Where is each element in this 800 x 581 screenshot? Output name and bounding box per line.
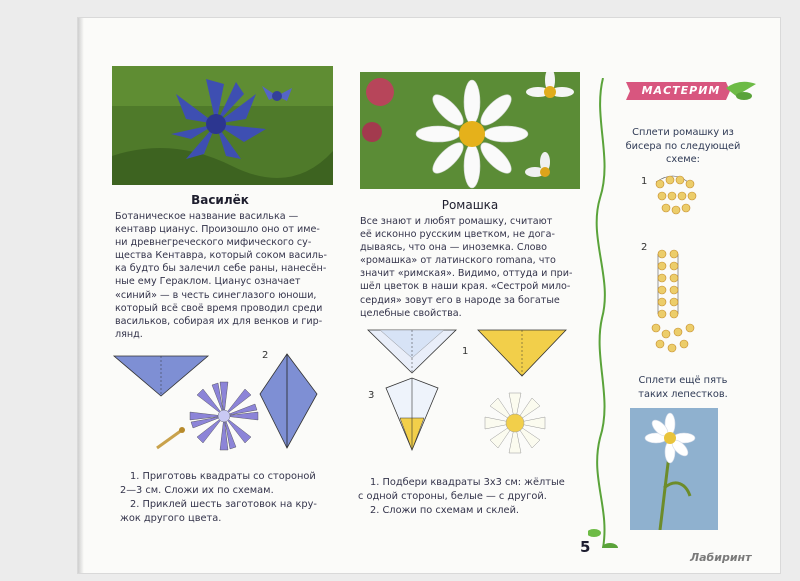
diagram-label: 3 [368,390,375,401]
text-line: Все знают и любят ромашку, считают [360,216,553,227]
text-line: таких лепестков. [638,388,728,400]
text-line: ка будто бы залечил себе раны, нанесён- [115,263,327,275]
text-line: Сплети ещё пять [638,375,728,386]
text-line: целебные свойства. [360,307,462,319]
scheme-label: 2 [641,242,648,253]
step-line: 2—3 см. Сложи их по схемам. [120,485,274,496]
step-line: 1. Подбери квадраты 3х3 см: жёлтые [370,477,565,488]
chamomile-photo [360,72,580,189]
text-line: схеме: [666,154,700,165]
cornflower-text [115,210,337,341]
text-line: кентавр цианус. Произошло оно от име- [115,224,320,236]
text-line: её исконно русским цветком, не дога- [360,229,555,241]
step-line: с одной стороны, белые — с другой. [358,491,547,502]
text-line: щества Кентавра, который соком василь- [115,250,328,262]
text-line: Ботаническое название василька — [115,211,299,222]
step-line: 2. Сложи по схемам и склей. [370,505,520,516]
text-line: Сплети ромашку из [632,127,734,138]
text-line: значит «римская». Видимо, оттуда и при- [360,268,573,280]
banner-label: МАСТЕРИМ [641,84,721,97]
page-spine [78,18,84,573]
text-line: ни древнегреческого мифического су- [115,237,312,249]
cornflower-steps [120,470,342,526]
diagram-label: 2 [262,350,269,361]
page-number: 5 [580,538,591,556]
beading-intro [608,126,758,167]
bead-scheme-2 [648,244,708,364]
bead-daisy-photo [630,408,718,530]
text-line: бисера по следующей [625,140,741,152]
text-line: васильков, собирая их для венков и гир- [115,315,323,327]
beading-outro [608,374,758,401]
text-line: ные ему Гераклом. Цианус означает [115,276,301,288]
cornflower-photo [112,66,333,185]
scheme-label: 1 [641,176,648,187]
watermark-logo: Лабиринт [690,551,752,564]
text-line: дываясь, что она — иноземка. Слово [360,242,548,254]
chamomile-steps [358,476,588,518]
step-line: 2. Приклей шесть заготовок на кру- [130,499,317,510]
text-line: шёл цветок в наши края. «Сестрой мило- [360,281,571,293]
chamomile-diagram [360,328,585,458]
cornflower-diagram [112,348,337,460]
step-line: жок другого цвета. [120,513,222,524]
chamomile-title: Ромашка [441,198,499,212]
cornflower-title: Василёк [191,193,249,207]
text-line: который всё своё время проводил среди [115,302,323,314]
text-line: «ромашка» от латинского romana, что [360,255,556,267]
step-line: 1. Приготовь квадраты со стороной [130,471,316,482]
text-line: «синий» — в честь синеглазого юноши, [115,289,317,301]
bead-scheme-1 [648,172,708,222]
text-line: лянд. [115,328,143,340]
text-line: сердия» зовут его в народе за богатые [360,294,560,306]
diagram-label: 1 [462,346,469,357]
chamomile-text [360,215,582,320]
